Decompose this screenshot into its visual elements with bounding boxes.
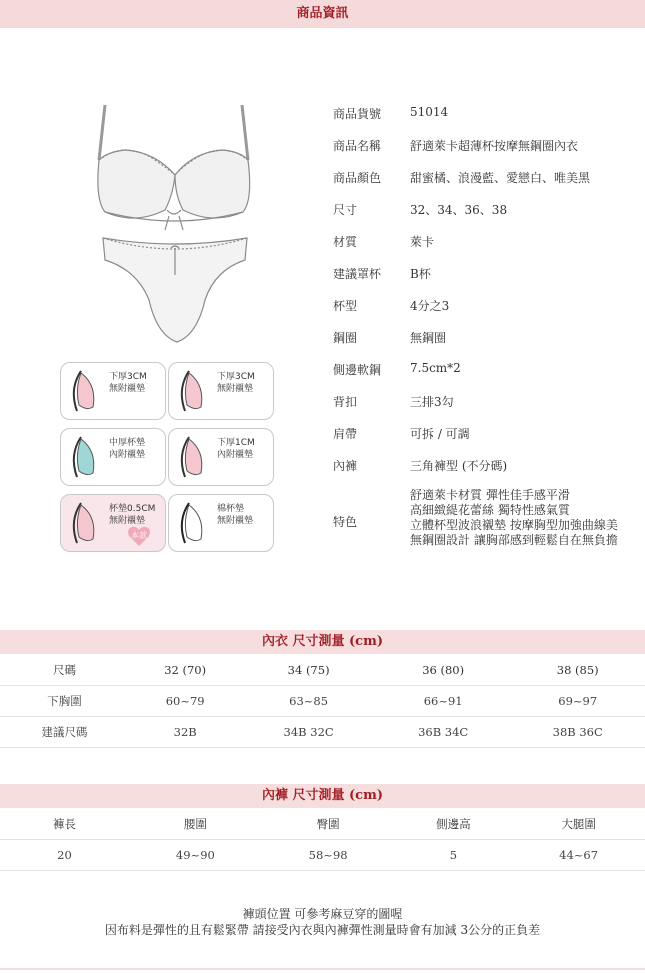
panty-size-table-title: 內褲 尺寸測量 (cm) — [0, 784, 645, 808]
spec-value: 無鋼圈 — [410, 331, 447, 345]
cup-type-label: 下厚3CM 無附襯墊 — [217, 372, 255, 394]
table-cell: 32B — [129, 717, 241, 748]
spec-value: 可拆 / 可調 — [410, 427, 470, 441]
spec-value: 7.5cm*2 — [410, 361, 461, 375]
table-header-cell: 32 (70) — [129, 655, 241, 686]
cup-type-label: 下厚3CM 無附襯墊 — [109, 372, 147, 394]
cup-type-tile — [168, 494, 274, 552]
table-cell: 66~91 — [376, 686, 511, 717]
spec-value: 4分之3 — [410, 299, 450, 313]
cup-type-label: 杯墊0.5CM 無附襯墊 — [109, 504, 156, 526]
cup-type-label: 下厚1CM 內附襯墊 — [217, 438, 255, 460]
table-row — [0, 809, 645, 840]
table-row — [0, 655, 645, 686]
feature-line: 立體杯型波浪襯墊 按摩胸型加強曲線美 — [410, 518, 618, 532]
table-row — [0, 717, 645, 748]
table-cell: 38B 36C — [510, 717, 645, 748]
table-cell: 63~85 — [241, 686, 376, 717]
feature-list — [410, 488, 640, 548]
spec-label: 鋼圈 — [333, 331, 358, 345]
spec-value: B杯 — [410, 267, 431, 281]
cup-type-tile — [168, 428, 274, 486]
bottom-divider — [0, 968, 645, 970]
cup-type-tile — [168, 362, 274, 420]
cup-type-tile — [60, 494, 166, 552]
table-row — [0, 840, 645, 871]
cup-badge-label: 本款 — [131, 531, 147, 540]
table-cell: 69~97 — [510, 686, 645, 717]
spec-label: 側邊軟鋼 — [333, 363, 382, 377]
table-header-cell: 側邊高 — [395, 809, 513, 840]
spec-value: 舒適萊卡超薄杯按摩無鋼圈內衣 — [410, 139, 579, 153]
product-illustration — [85, 100, 270, 350]
table-header-cell: 褲長 — [0, 809, 129, 840]
spec-label: 肩帶 — [333, 427, 358, 441]
spec-label-feature: 特色 — [333, 515, 358, 529]
bra-size-table-title: 內衣 尺寸測量 (cm) — [0, 630, 645, 654]
table-cell: 20 — [0, 840, 129, 871]
table-cell: 60~79 — [129, 686, 241, 717]
spec-value: 三角褲型 (不分碼) — [410, 459, 508, 473]
table-cell: 49~90 — [129, 840, 262, 871]
table-header-cell: 臀圍 — [262, 809, 395, 840]
cup-profile-icon — [175, 499, 215, 547]
spec-label: 商品顏色 — [333, 171, 382, 185]
table-cell: 34B 32C — [241, 717, 376, 748]
table-cell: 下胸圍 — [0, 686, 129, 717]
cup-profile-icon — [67, 433, 107, 481]
spec-value: 32、34、36、38 — [410, 203, 508, 217]
table-header-cell: 36 (80) — [376, 655, 511, 686]
table-header-cell: 38 (85) — [510, 655, 645, 686]
cup-profile-icon — [175, 367, 215, 415]
table-header-cell: 腰圍 — [129, 809, 262, 840]
table-row — [0, 686, 645, 717]
spec-label: 商品名稱 — [333, 139, 382, 153]
feature-line: 高細緻緹花蕾絲 獨特性感氣質 — [410, 503, 570, 517]
spec-value: 萊卡 — [410, 235, 435, 249]
spec-label: 材質 — [333, 235, 358, 249]
table-cell: 建議尺碼 — [0, 717, 129, 748]
cup-profile-icon — [67, 499, 107, 547]
spec-value: 51014 — [410, 105, 449, 119]
table-cell: 44~67 — [512, 840, 645, 871]
note-line: 褲頭位置 可參考麻豆穿的圖喔 — [242, 907, 403, 921]
table-header-cell: 大腿圍 — [512, 809, 645, 840]
panty-size-table — [0, 809, 645, 871]
cup-type-label: 棉杯墊 無附襯墊 — [217, 504, 254, 526]
feature-line: 無鋼圈設計 讓胸部感到輕鬆自在無負擔 — [410, 533, 618, 547]
table-cell: 5 — [395, 840, 513, 871]
spec-value: 甜蜜橘、浪漫藍、愛戀白、唯美黑 — [410, 171, 591, 185]
cup-profile-icon — [67, 367, 107, 415]
table-header-cell: 34 (75) — [241, 655, 376, 686]
bra-size-table — [0, 655, 645, 748]
spec-label: 背扣 — [333, 395, 358, 409]
table-cell: 58~98 — [262, 840, 395, 871]
cup-profile-icon — [175, 433, 215, 481]
cup-type-label: 中厚杯墊 內附襯墊 — [109, 438, 146, 460]
spec-value: 三排3勾 — [410, 395, 454, 409]
table-header-cell: 尺碼 — [0, 655, 129, 686]
spec-label: 內褲 — [333, 459, 358, 473]
spec-label: 杯型 — [333, 299, 358, 313]
cup-type-tile — [60, 428, 166, 486]
cup-type-tile — [60, 362, 166, 420]
section-header-product-info: 商品資訊 — [0, 0, 645, 28]
spec-label: 建議罩杯 — [333, 267, 382, 281]
spec-label: 商品貨號 — [333, 107, 382, 121]
note-line: 因布料是彈性的且有鬆緊帶 請接受內衣與內褲彈性測量時會有加減 3公分的正負差 — [104, 923, 541, 937]
spec-label: 尺寸 — [333, 203, 358, 217]
feature-line: 舒適萊卡材質 彈性佳手感平滑 — [410, 488, 570, 502]
table-cell: 36B 34C — [376, 717, 511, 748]
